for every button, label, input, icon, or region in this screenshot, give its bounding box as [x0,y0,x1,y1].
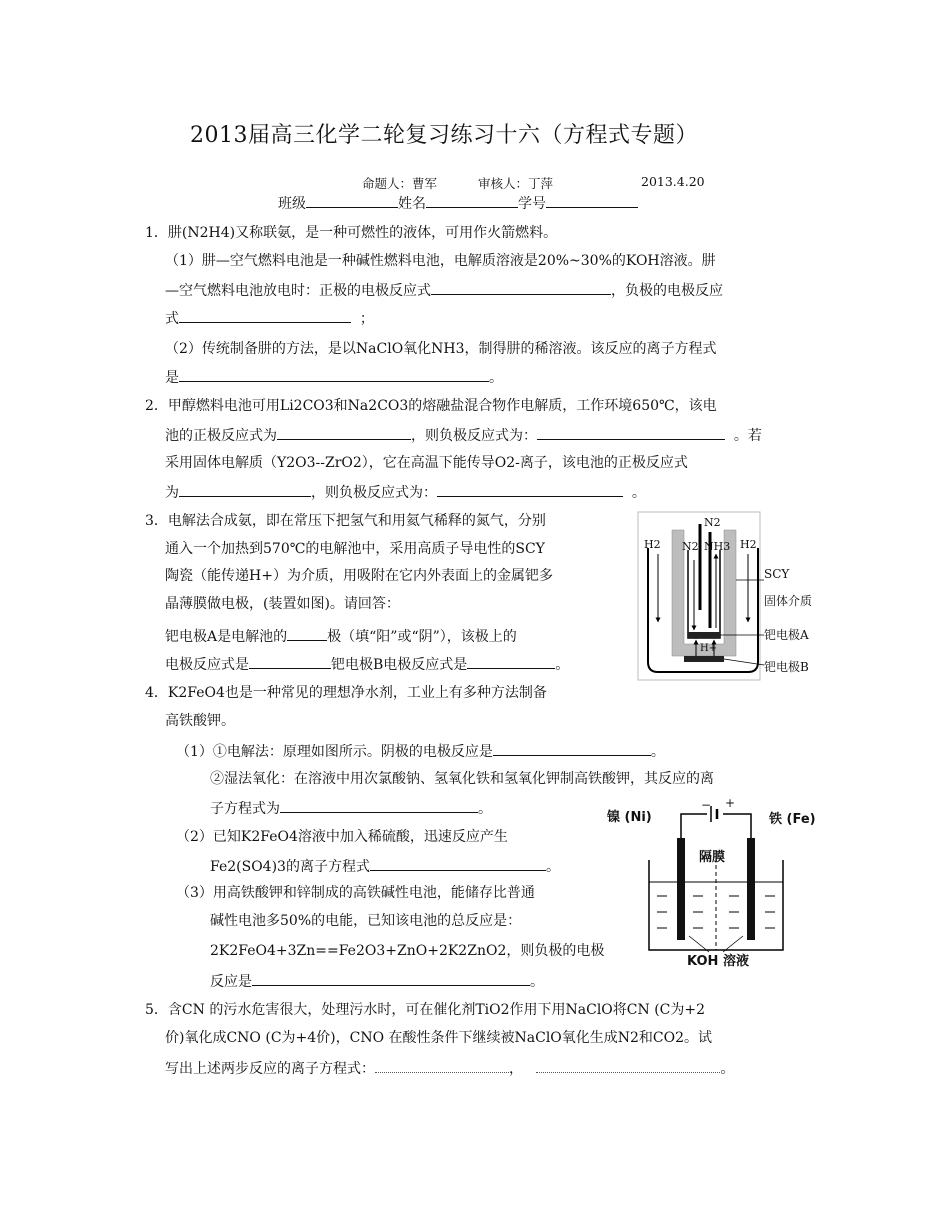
name-label: 姓名 [398,196,426,212]
q4-text: 子方程式为 [210,801,280,817]
q1-text: ； [359,311,374,327]
q1-part2-line2 [165,367,503,387]
q5-text: 写出上述两步反应的离子方程式： [165,1061,375,1077]
q5-line1: 5．含CN 的污水危害很大，处理污水时，可在催化剂TiO2作用下用NaClO将CN (C为+2 [145,1002,706,1018]
h-plus-label: H+ [700,643,718,654]
koh-solution-label: KOH 溶液 [687,954,749,969]
iron-label: 铁 (Fe) [769,812,816,827]
h2-left-label: H2 [644,538,661,551]
q2-text: ，则负极反应式为： [311,485,437,501]
k2feo4-figure [605,796,825,972]
page-title: 2013届高三化学二轮复习练习十六（方程式专题） [190,123,698,148]
q1-negative-electrode-blank[interactable] [179,308,351,323]
q2-text: 池的正极反应式为 [165,428,277,444]
q4-part2-line2 [210,856,560,876]
id-blank[interactable] [546,193,638,208]
q2-line2 [165,425,762,445]
q4-anode-reaction-blank[interactable] [252,971,530,986]
q4-part3-line1: （3）用高铁酸钾和锌制成的高铁碱性电池，能储存比普通 [176,885,535,901]
q1-part1-line2 [165,280,723,300]
q2-text: 为 [165,485,179,501]
q1-ionic-equation-blank[interactable] [179,367,489,382]
q4-text: 。 [530,974,544,990]
scy-label: SCY [764,567,790,581]
class-blank[interactable] [306,193,398,208]
q3-text: 钯电极A是电解池的 [165,629,288,645]
q4-text: 。 [545,859,560,875]
q4-text: Fe2(SO4)3的离子方程式 [210,859,370,875]
q3-electrode-a-blank[interactable] [249,654,331,669]
q5-text: 。 [720,1061,735,1077]
q4-part3-line4 [210,971,544,991]
q3-line1: 3．电解法合成氨，即在常压下把氢气和用氦气稀释的氮气，分别 [145,513,546,529]
q1-text: 式 [165,311,179,327]
q2-line1: 2．甲醇燃料电池可用Li2CO3和Na2CO3的熔融盐混合物作电解质，工作环境650℃，该电 [145,398,717,414]
q3-line5 [165,626,517,646]
q5-line2: 价)氧化成CNO (C为+4价)，CNO 在酸性条件下继续被NaClO氧化生成N2和CO2。试 [165,1030,713,1046]
q2-line3: 采用固体电解质（Y2O3--ZrO2），它在高温下能传导O2-离子，该电池的正极反应式 [165,455,688,471]
minus-sign: − [701,798,712,812]
q3-text: 钯电极B电极反应式是 [331,657,468,673]
q3-line6 [165,654,569,674]
q1-part1-line3 [165,308,374,328]
q5-line3 [165,1058,734,1078]
q1-positive-electrode-blank[interactable] [431,280,611,295]
reviewer: 审核人：丁萍 [478,176,554,191]
name-blank[interactable] [426,193,518,208]
q4-part3-line2: 碱性电池多50%的电能，已知该电池的总反应是： [210,913,522,929]
q4-part1-wet-line2 [210,798,492,818]
q4-text: 。 [650,744,665,760]
q2-negative-blank-2[interactable] [437,482,623,497]
electrode-a-label: 钯电极A [764,628,809,642]
q1-text: ，负极的电极反应 [611,283,723,299]
q4-wet-oxidation-blank[interactable] [280,798,478,813]
n2-label: N2 [682,540,699,553]
q4-part1-wet-line1: ②湿法氧化：在溶液中用次氯酸钠、氢氧化铁和氢氧化钾制高铁酸钾，其反应的离 [210,771,714,787]
q4-part2-line1: （2）已知K2FeO4溶液中加入稀硫酸，迅速反应产生 [176,829,508,845]
q4-line1: 4．K2FeO4也是一种常见的理想净水剂，工业上有多种方法制备 [145,685,547,701]
q4-text: （1）①电解法：原理如图所示。阴极的电极反应是 [176,744,493,760]
q2-negative-blank-1[interactable] [537,425,725,440]
q2-text: 。若 [733,428,762,444]
q4-cathode-blank[interactable] [493,741,651,756]
q4-part3-line3: 2K2FeO4+3Zn==Fe2O3+ZnO+2K2ZnO2，则负极的电极 [210,943,605,959]
q1-text: 。 [489,370,503,386]
q1-part2-line1: （2）传统制备肼的方法，是以NaClO氧化NH3，制得肼的稀溶液。该反应的离子方程式 [165,341,717,357]
n2-top-label: N2 [704,516,721,529]
q5-step1-blank[interactable] [375,1058,509,1073]
electrolysis-figure [636,510,836,685]
membrane-label: 隔膜 [699,850,726,865]
author: 命题人：曹军 [362,176,438,191]
q3-text: 极（填“阳”或“阴”），该极上的 [327,629,517,645]
h2-right-label: H2 [740,538,757,551]
q5-text: ， [509,1061,523,1077]
q2-positive-blank-2[interactable] [179,482,311,497]
q1-part1-line1: （1）肼—空气燃料电池是一种碱性燃料电池，电解质溶液是20%~30%的KOH溶液。肼 [165,253,716,269]
plus-sign: + [725,796,736,810]
q1-text: —空气燃料电池放电时：正极的电极反应式 [165,283,431,299]
q4-text: 。 [478,801,492,817]
q3-line3: 陶瓷（能传递H+）为介质，用吸附在它内外表面上的金属钯多 [165,568,553,584]
q5-step2-blank[interactable] [536,1058,720,1073]
student-fields [278,193,638,213]
q1-text: 是 [165,370,179,386]
q3-line4: 晶薄膜做电极，(装置如图)。请回答： [165,596,400,612]
date: 2013.4.20 [641,174,705,189]
q2-line4 [165,482,646,502]
q4-part1 [176,741,665,761]
q3-pole-blank[interactable] [287,626,327,641]
nickel-label: 镍 (Ni) [607,810,652,825]
q3-text: 电极反应式是 [165,657,249,673]
q3-electrode-b-blank[interactable] [467,654,555,669]
q4-sulfuric-acid-blank[interactable] [370,856,546,871]
solid-medium-label: 固体介质 [764,594,813,608]
q3-text: 。 [555,657,570,673]
q2-text: ，则负极反应式为： [411,428,537,444]
q1-intro: 1．肼(N2H4)又称联氨，是一种可燃性的液体，可用作火箭燃料。 [145,225,558,241]
class-label: 班级 [278,196,306,212]
id-label: 学号 [518,196,546,212]
electrode-b-label: 钯电极B [764,660,809,674]
q2-positive-blank-1[interactable] [277,425,411,440]
nh3-label: NH3 [704,540,731,553]
q2-text: 。 [631,485,646,501]
q4-line2: 高铁酸钾。 [165,713,235,729]
q4-text: 反应是 [210,974,252,990]
q3-line2: 通入一个加热到570℃的电解池中，采用高质子导电性的SCY [165,541,545,557]
